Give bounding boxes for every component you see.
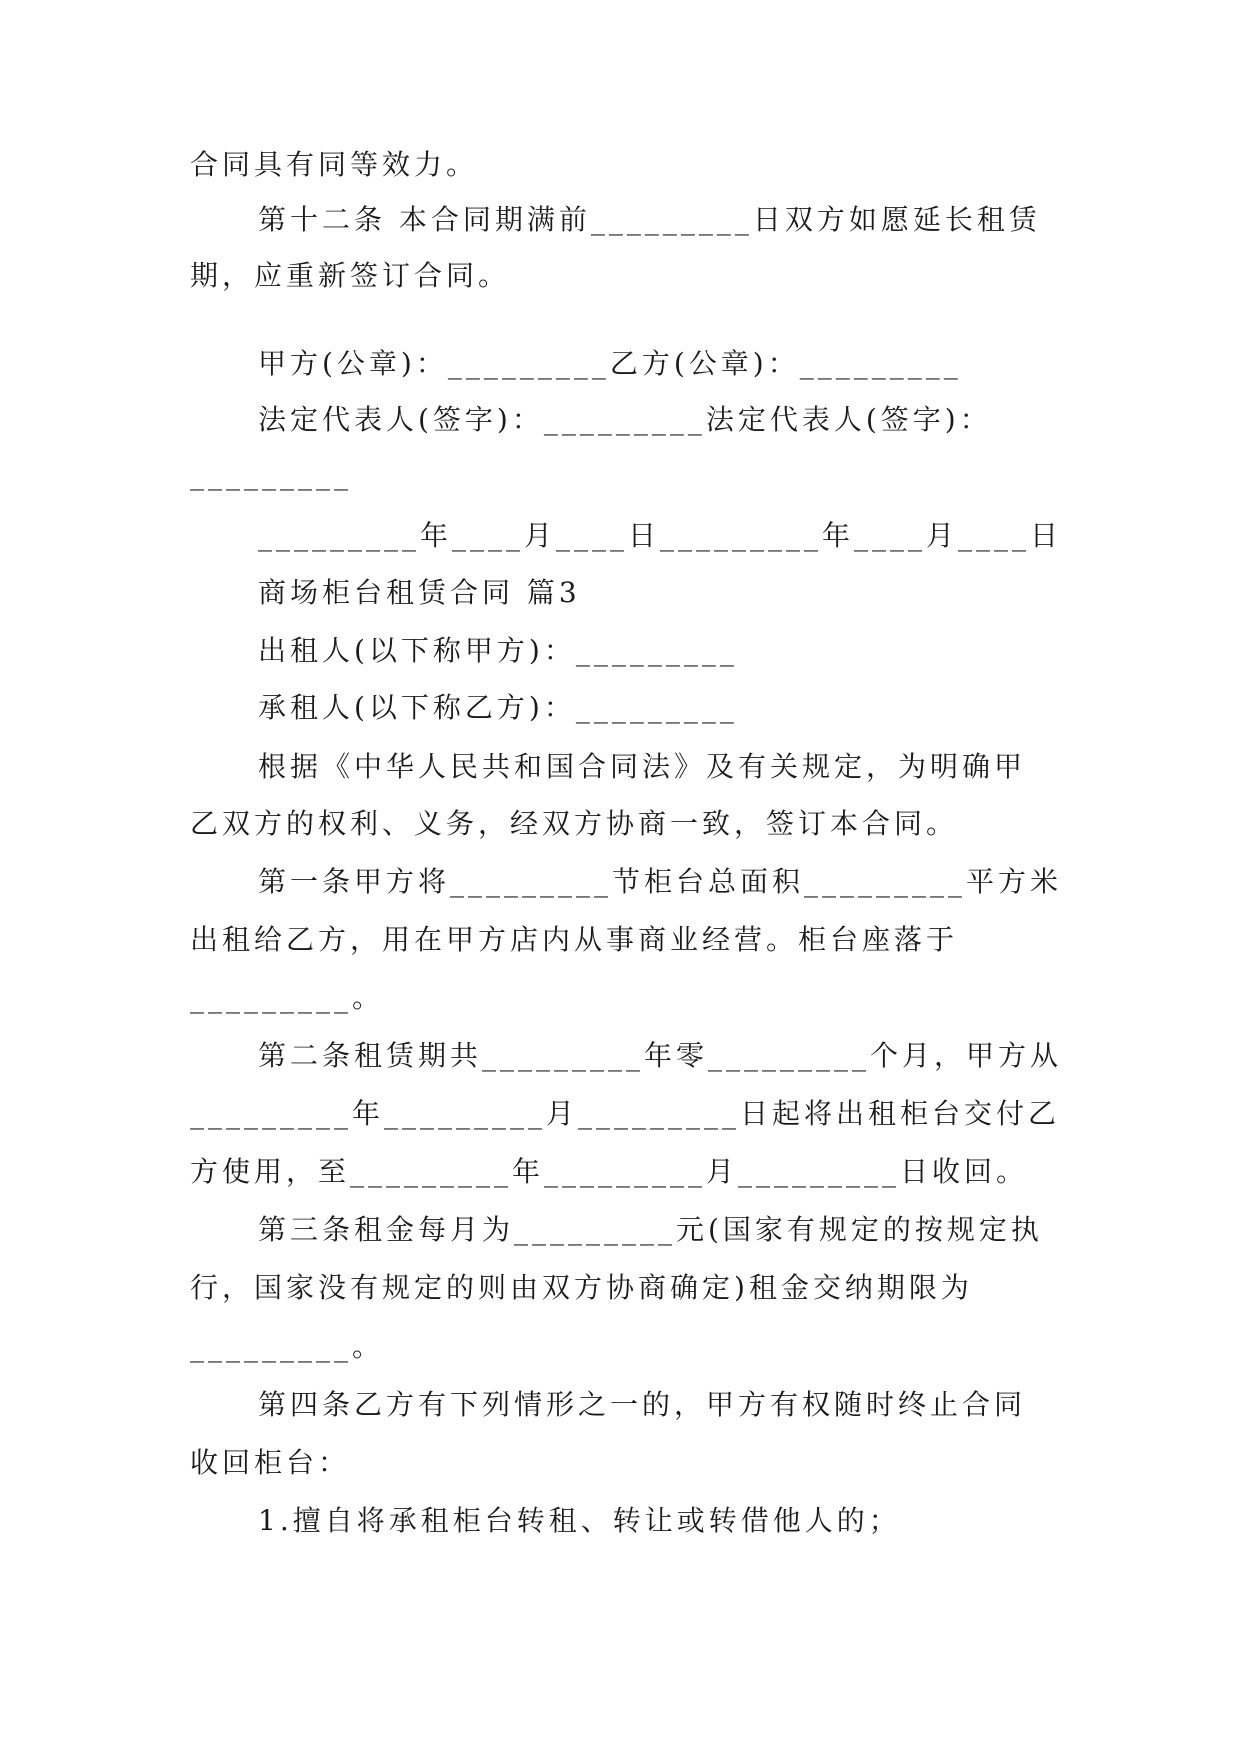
section-heading: 商场柜台租赁合同 篇3 — [258, 576, 581, 609]
text-line: _________年_________月_________日起将出租柜台交付乙 — [190, 1097, 1061, 1130]
text-line: 出租给乙方，用在甲方店内从事商业经营。柜台座落于 — [190, 923, 959, 956]
text-line: 第四条乙方有下列情形之一的，甲方有权随时终止合同 — [258, 1388, 1027, 1421]
text-line: 第二条租赁期共_________年零_________个月，甲方从 — [258, 1039, 1063, 1072]
text-line: 第十二条 本合同期满前_________日双方如愿延长租赁 — [258, 203, 1041, 236]
text-line: 出租人(以下称甲方)：_________ — [258, 634, 738, 667]
text-line: _________年____月____日_________年____月____日 — [258, 519, 1063, 552]
text-line: 第一条甲方将_________节柜台总面积_________平方米 — [258, 865, 1063, 898]
text-line: 第三条租金每月为_________元(国家有规定的按规定执 — [258, 1213, 1043, 1246]
text-line: 合同具有同等效力。 — [190, 148, 479, 181]
text-line: _________。 — [190, 1330, 385, 1363]
text-line: 甲方(公章)：_________乙方(公章)：_________ — [258, 347, 962, 380]
text-line: 期，应重新签订合同。 — [190, 259, 511, 292]
text-line: 乙双方的权利、义务，经双方协商一致，签订本合同。 — [190, 807, 959, 840]
text-line: 方使用，至_________年_________月_________日收回。 — [190, 1155, 1029, 1188]
text-line: 1.擅自将承租柜台转租、转让或转借他人的； — [258, 1504, 901, 1537]
text-line: _________。 — [190, 981, 385, 1014]
text-line: 行，国家没有规定的则由双方协商确定)租金交纳期限为 — [190, 1271, 973, 1304]
text-line: 法定代表人(签字)：_________法定代表人(签字)： — [258, 403, 992, 436]
text-line: 承租人(以下称乙方)：_________ — [258, 691, 738, 724]
text-line: 收回柜台： — [190, 1446, 351, 1479]
text-line: _________ — [190, 458, 352, 491]
text-line: 根据《中华人民共和国合同法》及有关规定，为明确甲 — [258, 750, 1027, 783]
